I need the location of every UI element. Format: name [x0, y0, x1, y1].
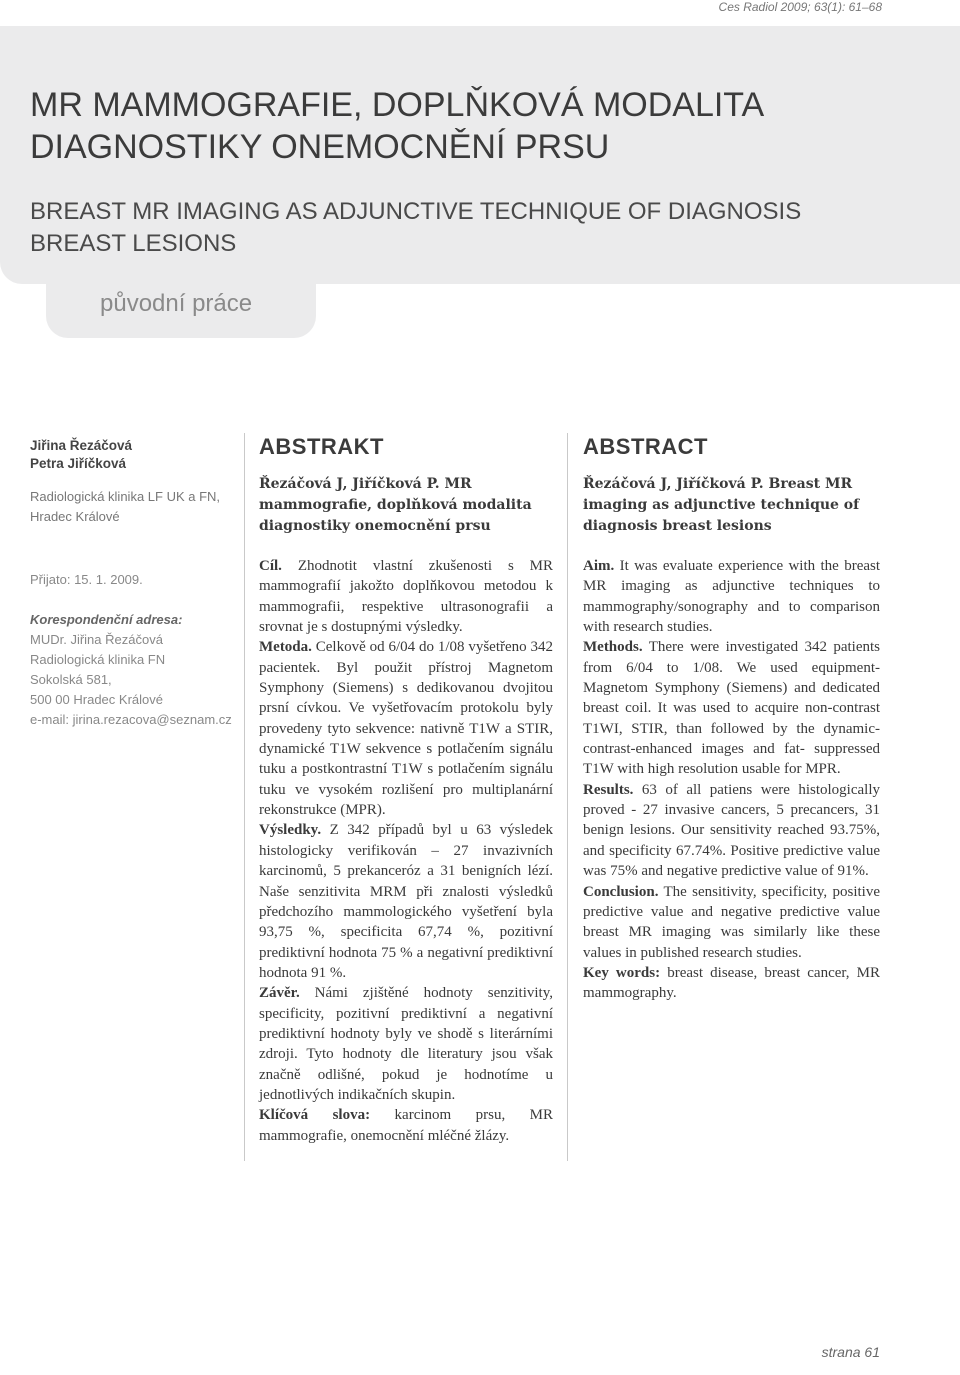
section-label: Závěr.	[259, 985, 300, 1002]
author-name: Petra Jiříčková	[30, 456, 127, 471]
section-label: Aim.	[583, 558, 615, 574]
section-label: Results.	[583, 781, 634, 798]
abstract-heading: ABSTRACT	[583, 434, 708, 459]
abstrakt-heading: ABSTRAKT	[259, 434, 384, 459]
section-label: Metoda.	[259, 639, 312, 656]
affiliation	[30, 487, 220, 527]
column-divider	[244, 433, 245, 1161]
address-line: Sokolská 581,	[30, 672, 112, 687]
section-text: Celkově od 6/04 do 1/08 vyšetřeno 342 pacientek. Byl použit přístroj Magnetom Symphony (Siemens) s dedikovanou dvojitou prsní cívkou. Ve vyšetřovacím protokolu byly provedeny tyto sekvence: nativně T1W a STIR, dynamické T1W sekvence s potlačením signálu tuku a postkontrastní T1W s potlačením signálu tuku ve vysokém rozlišení pro multiplanární rekonstrukce (MPR).	[259, 639, 554, 819]
title-czech	[30, 84, 764, 168]
abstrakt-body	[259, 556, 553, 1146]
column-divider	[567, 433, 568, 1161]
section-label: Výsledky.	[259, 822, 322, 839]
title-czech-line2: DIAGNOSTIKY ONEMOCNĚNÍ PRSU	[30, 128, 610, 166]
author-name: Jiřina Řezáčová	[30, 438, 133, 453]
abstract-citation: Řezáčová J, Jiříčková P. Breast MR imaging as adjunctive technique of diagnosis breast lesions	[583, 476, 860, 534]
section-text: Zhodnotit vlastní zkušenosti s MR mammografií jakožto doplňkovou metodou k mammografii, respektive ultrasonografii a srovnat je s dostupnými výsledky.	[259, 558, 554, 636]
address-line: MUDr. Jiřina Řezáčová	[30, 632, 163, 647]
section-text: karcinom prsu, MR mammografie, onemocnění mléčné žlázy.	[259, 1107, 553, 1144]
affiliation-line: Radiologická klinika LF UK a FN,	[30, 489, 221, 504]
section-label: Key words:	[583, 964, 661, 981]
section-text: It was evaluate experience with the breast MR imaging as adjunctive techniques to mammography/sonography and to comparison with research studies.	[583, 558, 881, 636]
abstrakt-citation: Řezáčová J, Jiříčková P. MR mammografie, doplňková modalita diagnostiky onemocnění prsu	[259, 476, 532, 534]
journal-citation: Ces Radiol 2009; 63(1): 61–68	[718, 0, 882, 14]
correspondence-block	[30, 570, 232, 730]
section-label: Cíl.	[259, 558, 282, 574]
email-link[interactable]: e-mail: jirina.rezacova@seznam.cz	[30, 712, 232, 727]
article-type-label: původní práce	[100, 290, 253, 317]
address-line: 500 00 Hradec Králové	[30, 692, 163, 707]
section-text: The sensitivity, specificity, positive predictive value and negative predictive value breast MR imaging was similarly like these values in published research studies.	[583, 883, 881, 961]
section-label: Conclusion.	[583, 883, 659, 900]
address-line: Radiologická klinika FN	[30, 652, 166, 667]
page-number: strana 61	[821, 1344, 880, 1360]
section-text: There were investigated 342 patients from 6/04 to 1/08. We used equipment-Magnetom Symphony (Siemens) and dedicated breast coil. It was used to acquire non-contrast T1WI, STIR, than followed by the dynamic-contrast-enhanced images and fat- suppressed T1W with high resolution usable for MPR.	[583, 639, 880, 778]
author-list	[30, 437, 132, 473]
abstract-column	[583, 432, 880, 1004]
section-text: Námi zjištěné hodnoty senzitivity, specificity, pozitivní prediktivní a negativní prediktivní hodnoty byly ve shodě s literárními zdroji. Tyto hodnoty dle literatury jsou však značně odlišné, pokud je hodnotíme u jednotlivých indikačních skupin.	[259, 985, 554, 1103]
section-text: breast disease, breast cancer, MR mammography.	[583, 964, 880, 1002]
section-text: Z 342 případů byl u 63 výsledek histologicky verifikován – 27 invazivních karcinomů, 5 prekanceróz a 31 benigních lézí. Naše senzitivita MRM při znalosti výsledků předchozího mammologického vyšetření byla 93,75 %, specificita 67,74 %, pozitivní prediktivní hodnota 75 % a negativní prediktivní hodnota 91 %.	[259, 822, 553, 981]
received-date: Přijato: 15. 1. 2009.	[30, 572, 143, 587]
section-label: Klíčová slova:	[259, 1107, 371, 1124]
affiliation-line: Hradec Králové	[30, 509, 120, 524]
title-czech-line1: MR MAMMOGRAFIE, DOPLŇKOVÁ MODALITA	[30, 86, 765, 124]
section-label: Methods.	[583, 639, 643, 656]
title-english-line2: BREAST LESIONS	[30, 230, 237, 257]
section-text: 63 of all patiens were histologically proved - 27 invasive cancers, 5 precancers, 31 benign lesions. Our sensitivity reached 93.75%, and specificity 67.74%. Positive predictive value was 75% and negative predictive value of 91%.	[583, 781, 880, 880]
abstract-body	[583, 556, 880, 1004]
abstrakt-column	[259, 432, 553, 1146]
correspondence-label: Korespondenční adresa:	[30, 612, 183, 627]
title-english	[30, 196, 801, 260]
title-english-line1: BREAST MR IMAGING AS ADJUNCTIVE TECHNIQUE OF DIAGNOSIS	[30, 198, 802, 225]
